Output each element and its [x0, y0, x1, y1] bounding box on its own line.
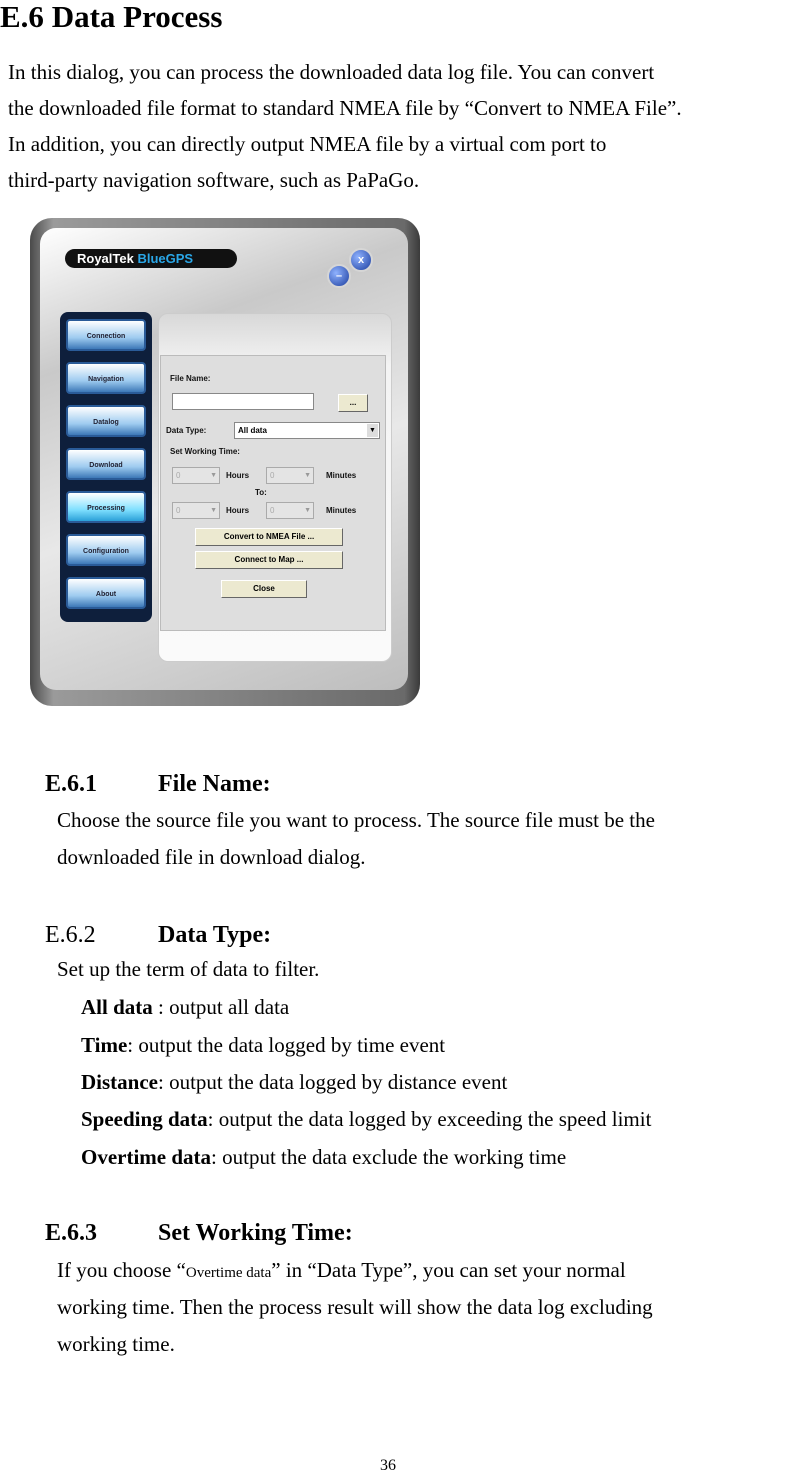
- nav-connection[interactable]: Connection: [66, 319, 146, 351]
- to-minutes-value: 0: [270, 506, 275, 515]
- to-hours-value: 0: [176, 506, 181, 515]
- file-name-label: File Name:: [170, 374, 211, 383]
- nav-processing[interactable]: Processing: [66, 491, 146, 523]
- intro-line: third-party navigation software, such as PaPaGo.: [8, 168, 420, 192]
- term: Distance: [81, 1070, 158, 1094]
- page-number: 36: [380, 1457, 396, 1470]
- close-button[interactable]: Close: [221, 580, 307, 598]
- convert-to-nmea-button[interactable]: Convert to NMEA File ...: [195, 528, 343, 546]
- desc: : output the data logged by time event: [127, 1033, 446, 1057]
- term: All data: [81, 995, 153, 1019]
- intro-line: In addition, you can directly output NMEA file by a virtual com port to: [8, 132, 607, 156]
- browse-button[interactable]: ...: [338, 394, 368, 412]
- list-item: [81, 1033, 445, 1057]
- body-line: Choose the source file you want to process. The source file must be the: [57, 808, 655, 832]
- minutes-label: Minutes: [326, 471, 357, 480]
- list-item: [81, 1070, 507, 1094]
- to-label: To:: [255, 488, 267, 497]
- logo-text-blue: BlueGPS: [137, 251, 194, 266]
- list-item: [81, 995, 289, 1019]
- list-item: [81, 1145, 566, 1169]
- body-line: working time.: [57, 1332, 175, 1356]
- nav-about[interactable]: About: [66, 577, 146, 609]
- to-minutes-select[interactable]: [266, 502, 314, 519]
- data-type-value: All data: [238, 426, 267, 435]
- subsection-title: Set Working Time:: [158, 1220, 353, 1246]
- minutes-label: Minutes: [326, 506, 357, 515]
- section-heading: [0, 0, 222, 34]
- hours-label: Hours: [226, 506, 250, 515]
- logo-text: RoyalTek: [77, 251, 134, 266]
- desc: : output the data logged by exceeding the speed limit: [207, 1107, 652, 1131]
- from-minutes-select[interactable]: [266, 467, 314, 484]
- body-line: downloaded file in download dialog.: [57, 845, 366, 869]
- body-line: Set up the term of data to filter.: [57, 957, 320, 981]
- working-time-label: Set Working Time:: [170, 447, 240, 456]
- desc: : output all data: [152, 995, 290, 1019]
- hours-label: Hours: [226, 471, 250, 480]
- chevron-down-icon[interactable]: ▼: [367, 424, 378, 437]
- data-type-label: Data Type:: [166, 426, 207, 435]
- dialog-screenshot: [30, 218, 422, 708]
- nav-datalog[interactable]: Datalog: [66, 405, 146, 437]
- text-small: Overtime data: [185, 1265, 272, 1281]
- from-hours-select[interactable]: [172, 467, 220, 484]
- term: Overtime data: [81, 1145, 212, 1169]
- chevron-down-icon: ▼: [210, 472, 217, 479]
- from-minutes-value: 0: [270, 471, 275, 480]
- subsection-title: Data Type:: [158, 922, 272, 948]
- nav-panel: [60, 312, 152, 622]
- connect-to-map-button[interactable]: Connect to Map ...: [195, 551, 343, 569]
- section-title: Data Process: [51, 0, 223, 34]
- nav-configuration[interactable]: Configuration: [66, 534, 146, 566]
- from-hours-value: 0: [176, 471, 181, 480]
- chevron-down-icon: ▼: [304, 472, 311, 479]
- app-logo: [65, 249, 237, 268]
- close-icon[interactable]: x: [349, 248, 373, 272]
- subsection-number: E.6.3: [45, 1220, 98, 1246]
- subsection-number: E.6.1: [45, 771, 98, 797]
- chevron-down-icon: ▼: [304, 507, 311, 514]
- intro-line: In this dialog, you can process the downloaded data log file. You can convert: [8, 60, 655, 84]
- term: Time: [81, 1033, 128, 1057]
- nav-download[interactable]: Download: [66, 448, 146, 480]
- nav-navigation[interactable]: Navigation: [66, 362, 146, 394]
- section-number: E.6: [0, 0, 44, 34]
- body-line: [57, 1258, 626, 1285]
- to-hours-select[interactable]: [172, 502, 220, 519]
- subsection-number: E.6.2: [45, 922, 96, 948]
- desc: : output the data exclude the working time: [211, 1145, 567, 1169]
- text: If you choose “: [57, 1258, 186, 1282]
- subsection-title: File Name:: [158, 771, 271, 797]
- file-name-input[interactable]: [172, 393, 314, 410]
- data-type-select[interactable]: [234, 422, 380, 439]
- list-item: [81, 1107, 651, 1131]
- term: Speeding data: [81, 1107, 208, 1131]
- intro-line: the downloaded file format to standard NMEA file by “Convert to NMEA File”.: [8, 96, 682, 120]
- body-line: working time. Then the process result will show the data log excluding: [57, 1295, 653, 1319]
- chevron-down-icon: ▼: [210, 507, 217, 514]
- text: ” in “Data Type”, you can set your normal: [271, 1258, 626, 1282]
- desc: : output the data logged by distance event: [158, 1070, 508, 1094]
- minimize-icon[interactable]: –: [327, 264, 351, 288]
